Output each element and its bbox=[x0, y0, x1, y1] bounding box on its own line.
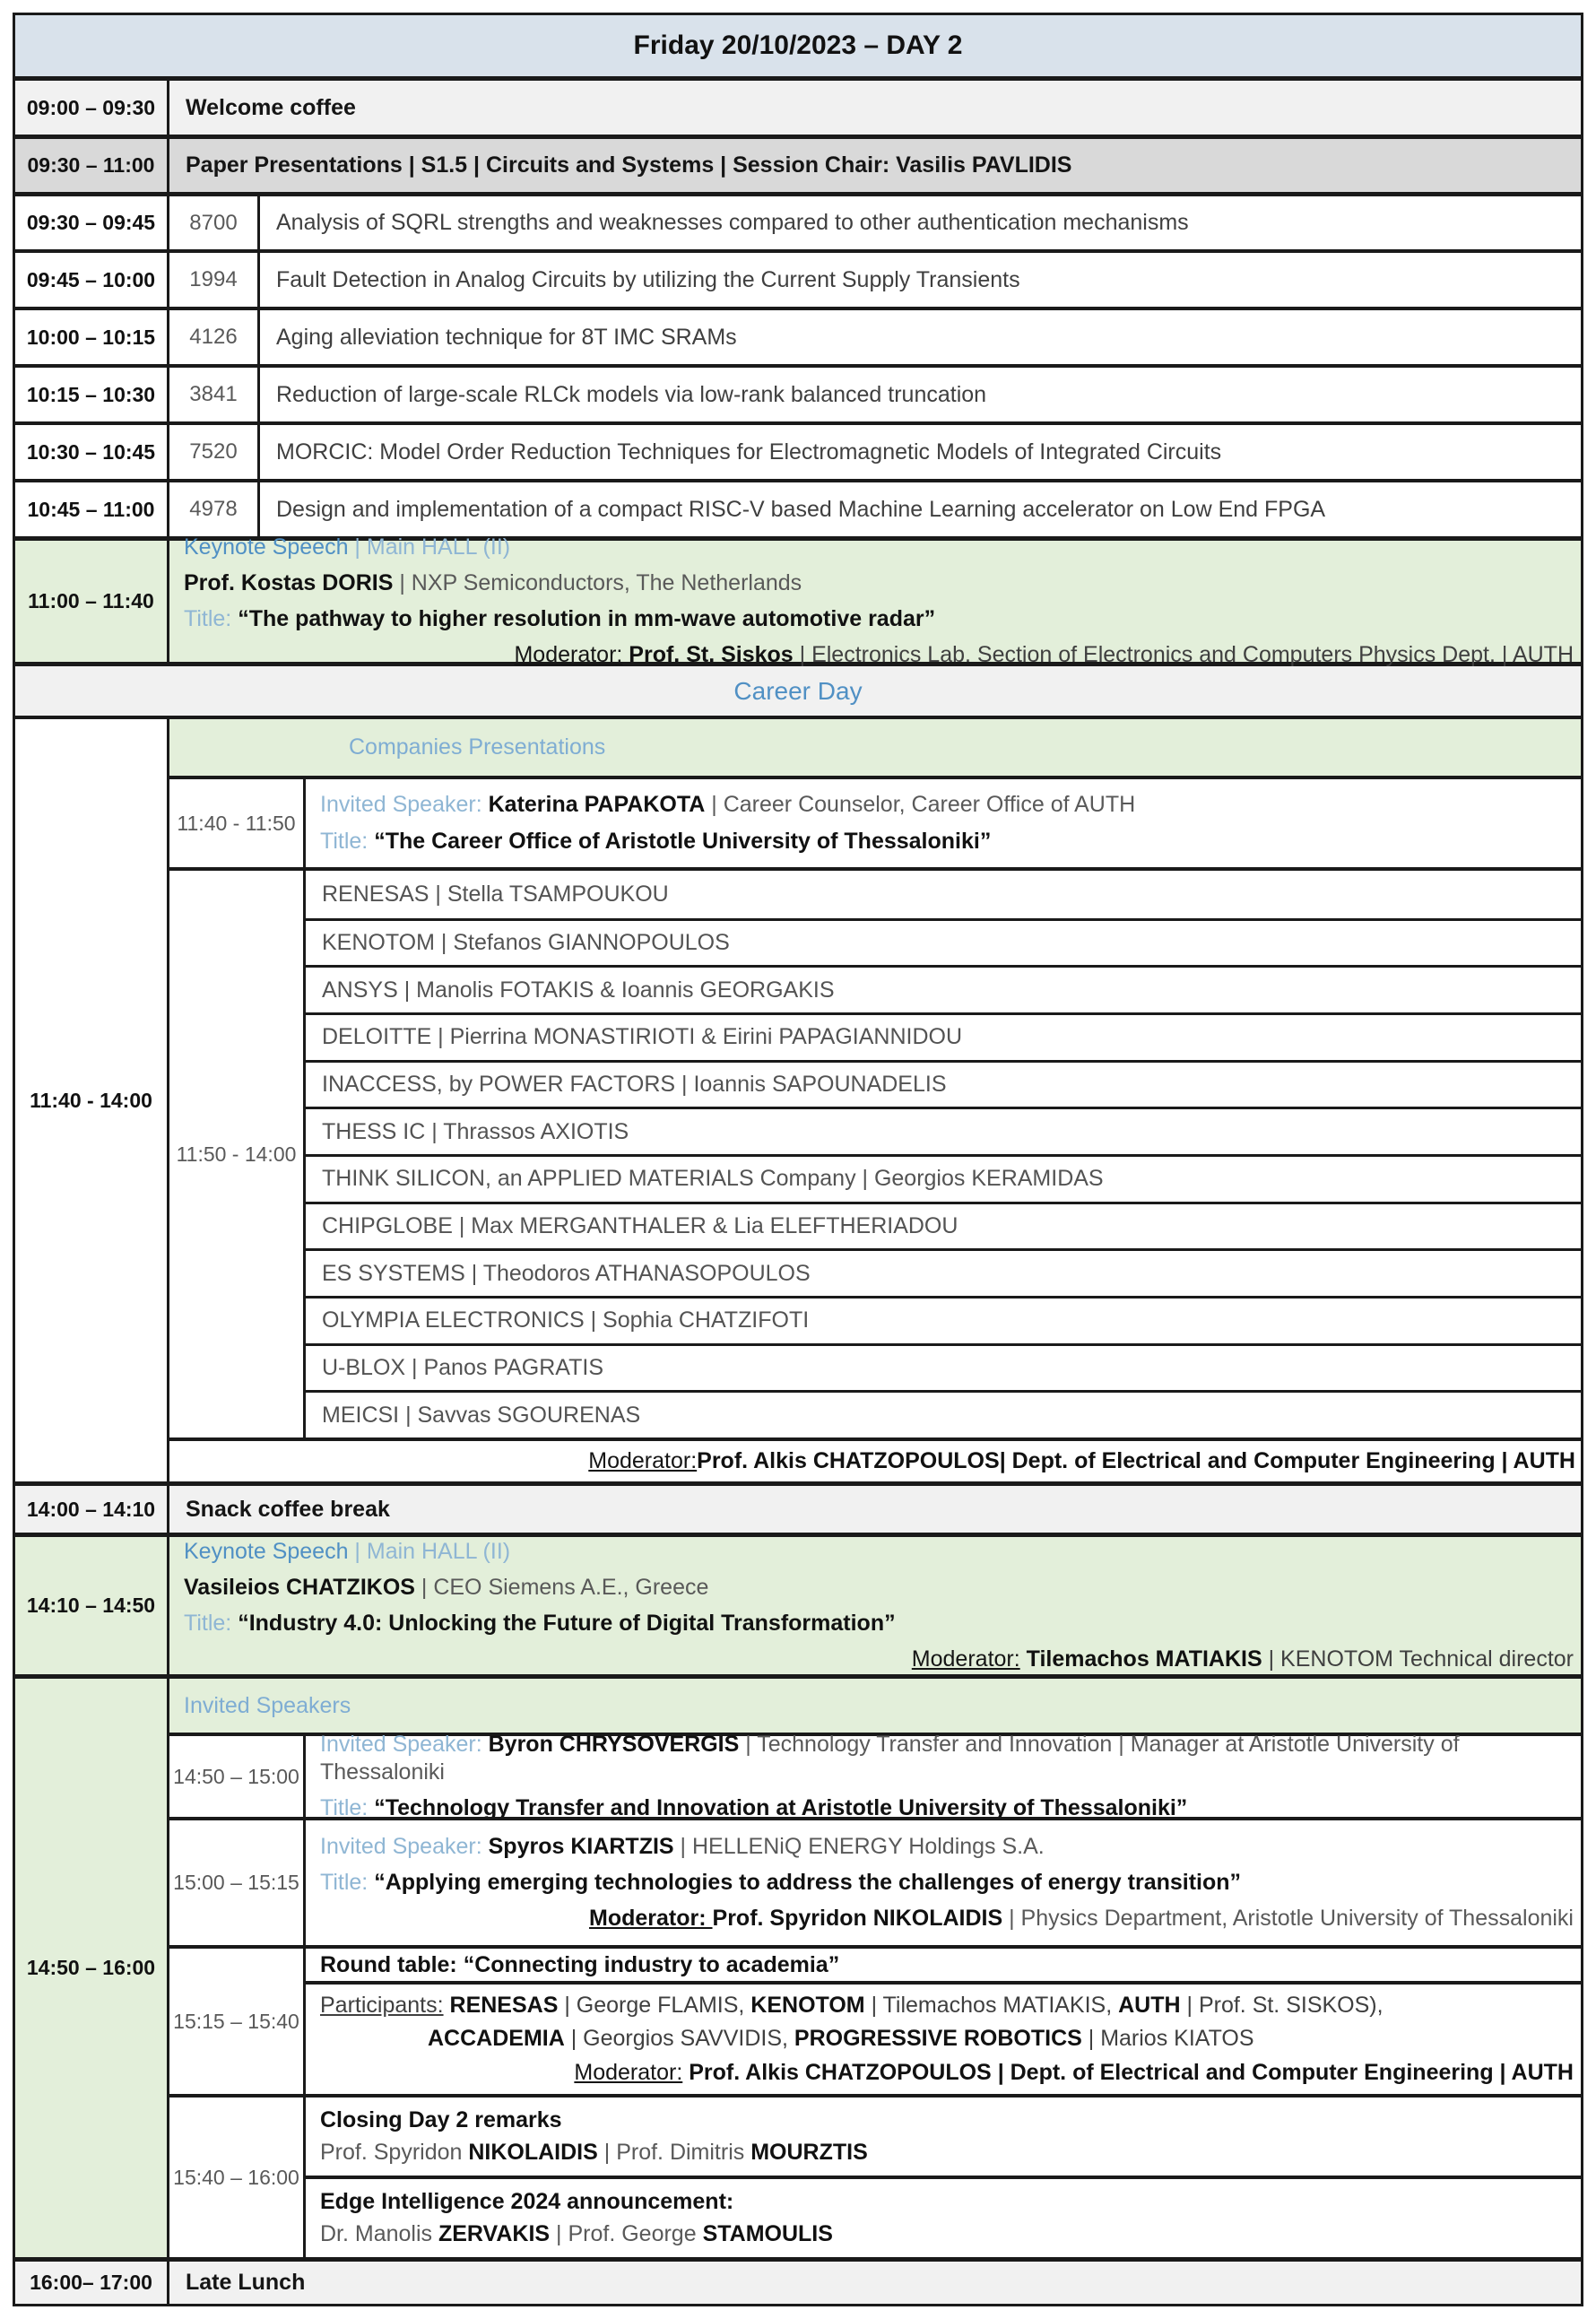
time-cell: 09:45 – 10:00 bbox=[15, 253, 169, 307]
time-cell: 10:00 – 10:15 bbox=[15, 310, 169, 364]
paper-row bbox=[15, 307, 1581, 364]
company-item: U-BLOX | Panos PAGRATIS bbox=[306, 1343, 1581, 1391]
invited-speaker-line: Invited Speaker: Katerina PAPAKOTA | Career Counselor, Career Office of AUTH bbox=[320, 792, 1136, 818]
day-header-row bbox=[15, 15, 1581, 76]
invited-slot-content bbox=[306, 1731, 1581, 1821]
paper-row bbox=[15, 364, 1581, 421]
time-cell: 14:10 – 14:50 bbox=[15, 1537, 169, 1674]
time-cell: 10:45 – 11:00 bbox=[15, 482, 169, 536]
round-table-title: Round table: “Connecting industry to academia” bbox=[320, 1951, 840, 1977]
paper-title: Aging alleviation technique for 8T IMC SRAMs bbox=[276, 324, 737, 350]
company-item: CHIPGLOBE | Max MERGANTHALER & Lia ELEFTHERIADOU bbox=[306, 1202, 1581, 1249]
paper-title: Fault Detection in Analog Circuits by utilizing the Current Supply Transients bbox=[276, 266, 1020, 292]
row-keynote-2 bbox=[15, 1533, 1581, 1674]
keynote-1-content bbox=[169, 534, 1581, 668]
paper-row bbox=[15, 421, 1581, 479]
row-keynote-1 bbox=[15, 534, 1581, 668]
keynote-speaker: Vasileios CHATZIKOS | CEO Siemens A.E., Greece bbox=[184, 1574, 709, 1600]
career-intro-content bbox=[306, 779, 1581, 867]
paper-id: 3841 bbox=[169, 368, 260, 421]
keynote-title: Title: “The pathway to higher resolution in mm-wave automotive radar” bbox=[184, 606, 936, 631]
talk-title-line: Title: “Applying emerging technologies to address the challenges of energy transition” bbox=[320, 1869, 1242, 1895]
company-item: KENOTOM | Stefanos GIANNOPOULOS bbox=[306, 918, 1581, 966]
paper-title: MORCIC: Model Order Reduction Techniques for Electromagnetic Models of Integrated Circuits bbox=[276, 439, 1222, 465]
snack-break-label: Snack coffee break bbox=[186, 1496, 390, 1522]
closing-remarks-names: Prof. Spyridon NIKOLAIDIS | Prof. Dimitris MOURZTIS bbox=[320, 2139, 868, 2165]
career-day-label: Career Day bbox=[733, 676, 863, 705]
company-item: ES SYSTEMS | Theodoros ATHANASOPOULOS bbox=[306, 1248, 1581, 1296]
company-item: DELOITTE | Pierrina MONASTIRIOTI & Eirini PAPAGIANNIDOU bbox=[306, 1012, 1581, 1060]
invited-slot-content bbox=[306, 1820, 1581, 1945]
row-welcome-coffee bbox=[15, 76, 1581, 135]
time-cell: 16:00– 17:00 bbox=[15, 2262, 169, 2304]
paper-title: Design and implementation of a compact RISC-V based Machine Learning accelerator on Low End FPGA bbox=[276, 496, 1326, 522]
paper-id: 1994 bbox=[169, 253, 260, 307]
paper-id: 8700 bbox=[169, 196, 260, 249]
keynote-label: Keynote Speech bbox=[184, 1538, 349, 1564]
time-cell: 09:30 – 09:45 bbox=[15, 196, 169, 249]
keynote-hall: | Main HALL (II) bbox=[348, 1538, 511, 1564]
time-cell: 10:15 – 10:30 bbox=[15, 368, 169, 421]
company-item: THINK SILICON, an APPLIED MATERIALS Company | Georgios KERAMIDAS bbox=[306, 1154, 1581, 1202]
talk-title-line: Title: “Technology Transfer and Innovation at Aristotle University of Thessaloniki” bbox=[320, 1795, 1188, 1821]
page-title: Friday 20/10/2023 – DAY 2 bbox=[633, 30, 963, 60]
sub-time-cell: 15:40 – 16:00 bbox=[169, 2098, 306, 2257]
paper-row bbox=[15, 249, 1581, 307]
companies-list-row bbox=[169, 867, 1581, 1437]
keynote-moderator: Moderator: Tilemachos MATIAKIS | KENOTOM Technical director bbox=[911, 1646, 1574, 1672]
time-cell: 14:00 – 14:10 bbox=[15, 1486, 169, 1533]
announcement-names: Dr. Manolis ZERVAKIS | Prof. George STAMOULIS bbox=[320, 2220, 833, 2246]
slot-moderator-line: Moderator: Prof. Alkis CHATZOPOULOS | Dept. of Electrical and Computer Engineering | AUTH bbox=[574, 2059, 1574, 2085]
participants-cell bbox=[306, 1981, 1581, 2094]
companies-presentations-header: Companies Presentations bbox=[169, 719, 1581, 776]
time-cell: 09:30 – 11:00 bbox=[15, 139, 169, 192]
career-block bbox=[15, 716, 1581, 1481]
invited-slot-row bbox=[169, 1731, 1581, 1821]
paper-title: Analysis of SQRL strengths and weaknesses compared to other authentication mechanisms bbox=[276, 210, 1189, 235]
row-session-header bbox=[15, 135, 1581, 192]
closing-remarks-cell bbox=[306, 2098, 1581, 2176]
keynote-speaker: Prof. Kostas DORIS | NXP Semiconductors, The Netherlands bbox=[184, 569, 802, 595]
round-table-content bbox=[306, 1949, 1581, 2094]
session-header-label: Paper Presentations | S1.5 | Circuits and Systems | Session Chair: Vasilis PAVLIDIS bbox=[186, 152, 1072, 178]
company-item: INACCESS, by POWER FACTORS | Ioannis SAPOUNADELIS bbox=[306, 1060, 1581, 1107]
paper-id: 7520 bbox=[169, 425, 260, 479]
time-cell: 14:50 – 16:00 bbox=[15, 1679, 169, 2257]
paper-title: Reduction of large-scale RLCk models via low-rank balanced truncation bbox=[276, 381, 987, 407]
keynote-label: Keynote Speech bbox=[184, 534, 349, 560]
announcement-cell bbox=[306, 2176, 1581, 2258]
career-intro-row bbox=[169, 776, 1581, 867]
sub-time-cell: 11:40 - 11:50 bbox=[169, 779, 306, 867]
announcement-title: Edge Intelligence 2024 announcement: bbox=[320, 2188, 734, 2214]
paper-row bbox=[15, 479, 1581, 536]
sub-time-cell: 14:50 – 15:00 bbox=[169, 1736, 306, 1817]
welcome-coffee-label: Welcome coffee bbox=[186, 94, 356, 120]
paper-id: 4978 bbox=[169, 482, 260, 536]
keynote-hall: | Main HALL (II) bbox=[348, 534, 511, 560]
company-item: OLYMPIA ELECTRONICS | Sophia CHATZIFOTI bbox=[306, 1296, 1581, 1343]
career-moderator-row: Moderator: Prof. Alkis CHATZOPOULOS | Dept. of Electrical and Computer Engineering | AUTH bbox=[169, 1437, 1581, 1481]
invited-speaker-line: Invited Speaker: Spyros KIARTZIS | HELLENiQ ENERGY Holdings S.A. bbox=[320, 1833, 1045, 1859]
talk-title-line: Title: “The Career Office of Aristotle University of Thessaloniki” bbox=[320, 828, 992, 854]
time-cell: 10:30 – 10:45 bbox=[15, 425, 169, 479]
closing-slot-row bbox=[169, 2094, 1581, 2257]
late-lunch-label: Late Lunch bbox=[186, 2270, 306, 2295]
sub-time-cell: 15:00 – 15:15 bbox=[169, 1820, 306, 1945]
invited-speakers-content bbox=[169, 1679, 1581, 2257]
time-cell: 11:40 - 14:00 bbox=[15, 719, 169, 1481]
paper-id: 4126 bbox=[169, 310, 260, 364]
row-career-day-band bbox=[15, 662, 1581, 716]
invited-speakers-header: Invited Speakers bbox=[169, 1679, 1581, 1733]
time-cell: 09:00 – 09:30 bbox=[15, 81, 169, 135]
company-item: THESS IC | Thrassos AXIOTIS bbox=[306, 1107, 1581, 1154]
sub-time-cell: 11:50 - 14:00 bbox=[169, 871, 306, 1437]
company-item: ANSYS | Manolis FOTAKIS & Ioannis GEORGAKIS bbox=[306, 965, 1581, 1012]
keynote-heading bbox=[184, 1538, 1574, 1566]
paper-row bbox=[15, 192, 1581, 249]
participants-line-1: Participants: RENESAS | George FLAMIS, KENOTOM | Tilemachos MATIAKIS, AUTH | Prof. St. SISKOS), bbox=[320, 1993, 1383, 2019]
career-content bbox=[169, 719, 1581, 1481]
keynote-moderator: Moderator: Prof. St. Siskos | Electronics Lab. Section of Electronics and Computers Physics Dept. | AUTH bbox=[514, 642, 1574, 668]
row-snack-break bbox=[15, 1481, 1581, 1533]
row-late-lunch bbox=[15, 2257, 1581, 2304]
keynote-heading bbox=[184, 534, 1574, 561]
companies-list bbox=[306, 871, 1581, 1437]
time-cell: 11:00 – 11:40 bbox=[15, 541, 169, 662]
schedule-table bbox=[13, 13, 1583, 2306]
invited-speaker-line: Invited Speaker: Byron CHRYSOVERGIS | Technology Transfer and Innovation | Manager at Aristotle University of Thessaloniki bbox=[320, 1731, 1460, 1785]
company-item: RENESAS | Stella TSAMPOUKOU bbox=[322, 881, 669, 907]
sub-time-cell: 15:15 – 15:40 bbox=[169, 1949, 306, 2094]
round-table-slot-row bbox=[169, 1945, 1581, 2094]
invited-slot-row bbox=[169, 1817, 1581, 1945]
slot-moderator-line: Moderator: Prof. Spyridon NIKOLAIDIS | Physics Department, Aristotle University of Thessaloniki bbox=[589, 1906, 1574, 1932]
keynote-2-content bbox=[169, 1537, 1581, 1674]
company-item: MEICSI | Savvas SGOURENAS bbox=[306, 1390, 1581, 1437]
participants-line-2: ACCADEMIA | Georgios SAVVIDIS, PROGRESSIVE ROBOTICS | Marios KIATOS bbox=[428, 2026, 1254, 2052]
closing-content bbox=[306, 2098, 1581, 2257]
invited-speakers-block bbox=[15, 1674, 1581, 2257]
closing-remarks-title: Closing Day 2 remarks bbox=[320, 2106, 562, 2132]
keynote-title: Title: “Industry 4.0: Unlocking the Future of Digital Transformation” bbox=[184, 1611, 896, 1636]
